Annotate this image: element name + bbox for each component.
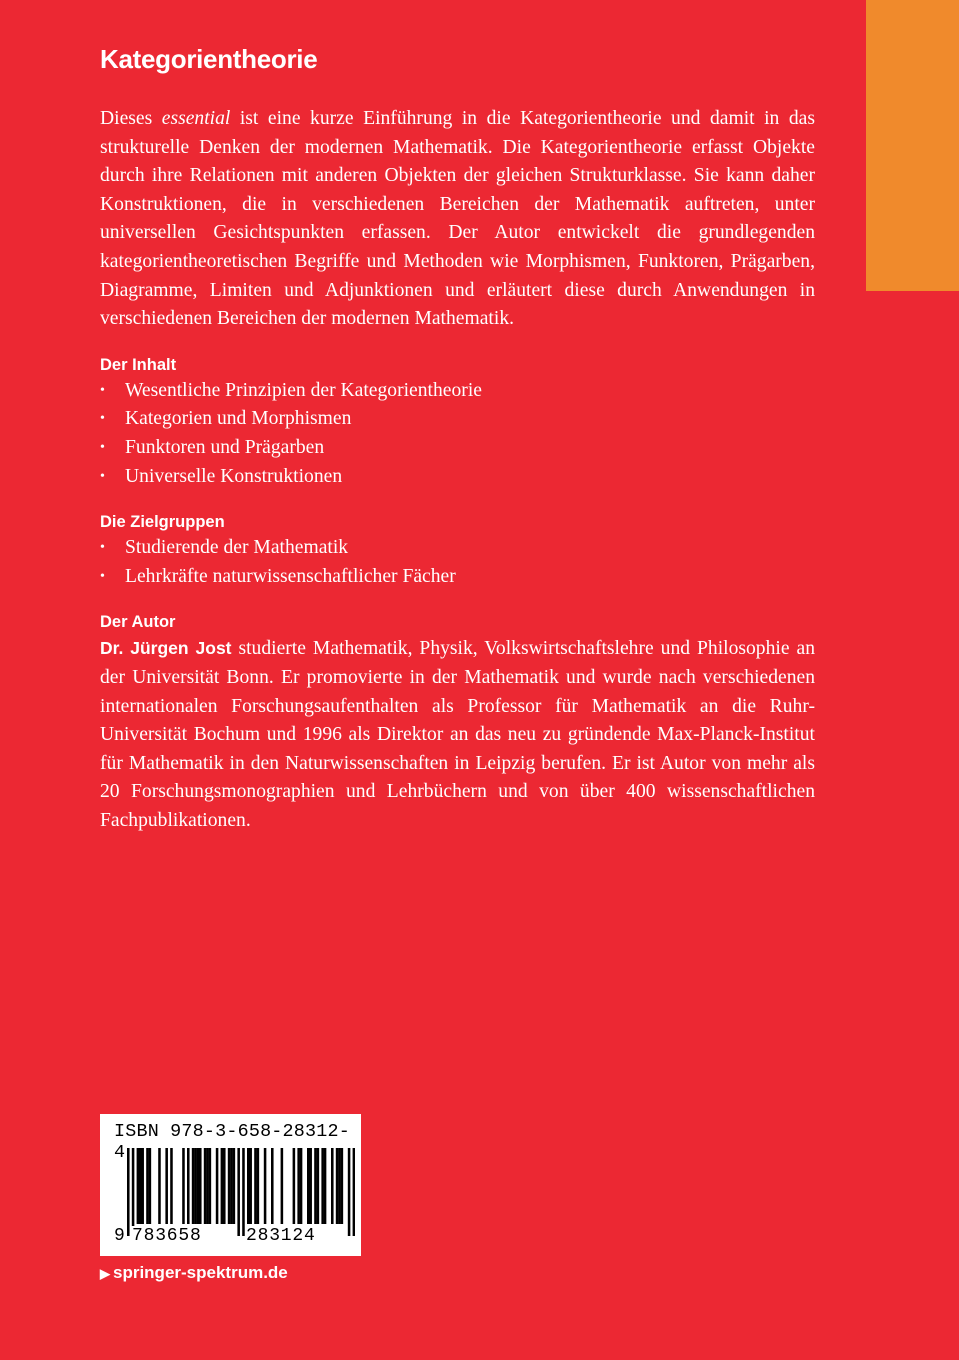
barcode-bar: [336, 1148, 339, 1224]
book-title: Kategorientheorie: [100, 44, 318, 74]
barcode-bar: [139, 1148, 142, 1224]
barcode-bar: [194, 1148, 197, 1224]
barcode-bar: [233, 1148, 236, 1224]
barcode-bar: [317, 1148, 320, 1224]
barcode-bar: [197, 1148, 200, 1224]
barcode-bar: [348, 1148, 351, 1236]
barcode-bar: [149, 1148, 152, 1224]
author-heading: Der Autor: [100, 613, 176, 632]
barcode-bar: [341, 1148, 344, 1224]
isbn-label: ISBN 978-3-658-28312-4: [114, 1121, 350, 1163]
barcode-bar: [297, 1148, 300, 1224]
list-item: • Wesentliche Prinzipien der Kategorientheorie: [100, 377, 815, 406]
barcode-bar: [247, 1148, 250, 1224]
barcode-bar: [300, 1148, 303, 1224]
back-cover-content: [100, 44, 815, 835]
barcode-bar: [187, 1148, 190, 1224]
barcode-bar: [199, 1148, 202, 1224]
barcode-bar: [314, 1148, 317, 1224]
contents-heading: Der Inhalt: [100, 355, 177, 374]
barcode-bar: [141, 1148, 144, 1224]
barcode-bar: [158, 1148, 161, 1224]
barcode-bar: [257, 1148, 260, 1224]
barcode-bar: [307, 1148, 310, 1224]
barcode-bar: [221, 1148, 224, 1224]
ean-first-digit: 9: [114, 1226, 125, 1246]
audience-heading: Die Zielgruppen: [100, 513, 225, 532]
barcode-bar: [271, 1148, 274, 1224]
barcode-bar: [204, 1148, 207, 1224]
website-url: springer-spektrum.de: [113, 1263, 288, 1282]
author-name: Dr. Jürgen Jost: [100, 638, 232, 659]
barcode-bar: [206, 1148, 209, 1224]
description-start: Dieses: [100, 108, 162, 129]
barcode-bar: [264, 1148, 267, 1224]
author-bio: [100, 634, 815, 835]
barcode-bar: [230, 1148, 233, 1224]
play-arrow-icon: ▶: [100, 1266, 110, 1281]
barcode-bar: [293, 1148, 296, 1224]
audience-list: [100, 534, 815, 591]
barcode-bar: [182, 1148, 185, 1224]
barcode-graphic: [127, 1148, 355, 1236]
description-paragraph: [100, 105, 815, 334]
barcode-bar: [338, 1148, 341, 1224]
description-rest: ist eine kurze Einführung in die Kategorientheorie und damit in das strukturelle Denken der modernen Mathematik. Die Kategorientheorie erfasst Objekte durch ihre Relationen mit anderen Objekten der gleichen Strukturklasse. Sie kann daher Konstruktionen, die in verschiedenen Bereichen der Mathematik auftreten, unter universellen Gesichtspunkten erfassen. Der Autor entwickelt die grundlegenden kategorientheoretischen Begriffe und Methoden wie Morphismen, Funktoren, Prägarben, Diagramme, Limiten und Adjunktionen und erläutert diese durch Anwendungen in verschiedenen Bereichen der modernen Mathematik.: [100, 108, 815, 330]
barcode-bar: [321, 1148, 324, 1224]
barcode-bar: [127, 1148, 130, 1236]
accent-tab: [866, 0, 959, 291]
list-item: • Universelle Konstruktionen: [100, 463, 815, 492]
barcode-bar: [309, 1148, 312, 1224]
contents-list: [100, 377, 815, 491]
barcode-bar: [146, 1148, 149, 1224]
barcode-bar: [249, 1148, 252, 1224]
ean-group-right: 283124: [246, 1226, 316, 1246]
list-item: • Lehrkräfte naturwissenschaftlicher Fächer: [100, 563, 815, 592]
barcode-bar: [353, 1148, 355, 1236]
author-bio-text: studierte Mathematik, Physik, Volkswirtschaftslehre und Philosophie an der Universität Bonn. Er promovierte in der Mathematik und wurde nach verschiedenen internationalen Forschungsaufenthalten als Professor für Mathematik an die Ruhr-Universität Bochum und 1996 als Direktor an das neu zu gründende Max-Planck-Institut für Mathematik in den Naturwissenschaften in Leipzig berufen. Er ist Autor von mehr als 20 Forschungsmonographien und Lehrbüchern und von über 400 wissenschaftlichen Fachpublikationen.: [100, 638, 815, 831]
barcode-bar: [331, 1148, 334, 1224]
barcode-bar: [223, 1148, 226, 1224]
barcode-bar: [216, 1148, 219, 1224]
barcode-bar: [228, 1148, 231, 1224]
description-emphasis: essential: [161, 108, 231, 129]
list-item: • Studierende der Mathematik: [100, 534, 815, 563]
barcode-bar: [237, 1148, 240, 1236]
barcode-bar: [132, 1148, 135, 1236]
barcode-bar: [192, 1148, 195, 1224]
list-item: • Kategorien und Morphismen: [100, 405, 815, 434]
barcode-bar: [165, 1148, 168, 1224]
barcode-bar: [324, 1148, 327, 1224]
publisher-website[interactable]: [100, 1263, 288, 1283]
barcode-bar: [170, 1148, 173, 1224]
ean-group-left: 783658: [132, 1226, 202, 1246]
barcode-bar: [209, 1148, 212, 1224]
isbn-barcode: [100, 1114, 361, 1256]
barcode-bar: [281, 1148, 284, 1224]
barcode-bar: [254, 1148, 257, 1224]
list-item: • Funktoren und Prägarben: [100, 434, 815, 463]
barcode-bars: [127, 1148, 355, 1236]
barcode-bar: [242, 1148, 245, 1236]
barcode-bar: [137, 1148, 140, 1224]
